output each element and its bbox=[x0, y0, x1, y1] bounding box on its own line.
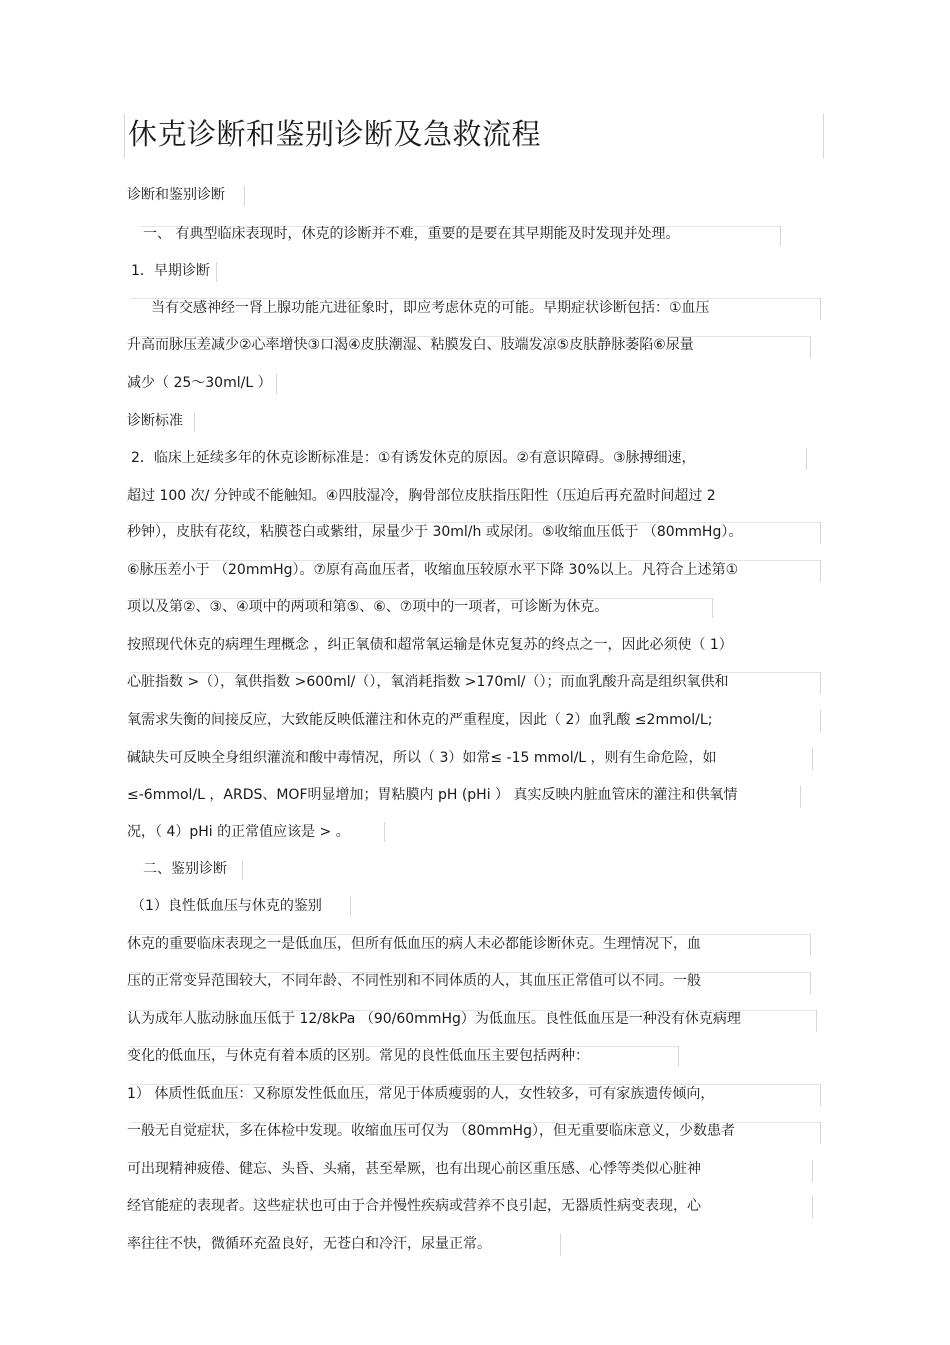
paragraph-line: ⑥脉压差小于 （20mmHg）。⑦原有高血压者，收缩血压较原水平下降 30%以上。凡符合上述第① bbox=[127, 562, 739, 578]
subheading: （1）良性低血压与休克的鉴别 bbox=[131, 898, 322, 914]
frame-mark bbox=[812, 1196, 813, 1218]
paragraph-line: 心脏指数 >（），氧供指数 >600ml/（），氧消耗指数 >170ml/（）；而血乳酸升高是组织氧供和 bbox=[127, 674, 729, 690]
paragraph-line: 升高而脉压差减少②心率增快③口渴④皮肤潮湿、粘膜发白、肢端发凉⑤皮肤静脉萎陷⑥尿量 bbox=[127, 337, 694, 353]
frame-mark bbox=[820, 710, 821, 732]
frame-mark bbox=[384, 822, 385, 842]
paragraph-line: 认为成年人肱动脉血压低于 12/8kPa （90/60mmHg）为低血压。良性低血压是一种没有休克病理 bbox=[127, 1011, 741, 1027]
subheading: 1．早期诊断 bbox=[131, 263, 210, 279]
paragraph-line: 可出现精神疲倦、健忘、头昏、头痛，甚至晕厥，也有出现心前区重压感、心悸等类似心脏神 bbox=[127, 1161, 701, 1177]
paragraph-line: 项以及第②、③、④项中的两项和第⑤、⑥、⑦项中的一项者，可诊断为休克。 bbox=[127, 599, 609, 615]
paragraph-line: 碱缺失可反映全身组织灌流和酸中毒情况，所以（ 3）如常≤ -15 mmol/L ，则有生命危险，如 bbox=[127, 750, 717, 766]
frame-mark bbox=[800, 786, 801, 808]
frame-mark bbox=[216, 262, 217, 282]
paragraph-line: 氧需求失衡的间接反应，大致能反映低灌注和休克的严重程度，因此（ 2）血乳酸 ≤2mmol/L; bbox=[127, 712, 713, 728]
frame-mark bbox=[712, 598, 713, 618]
frame-mark bbox=[820, 560, 821, 582]
title-frame-right bbox=[823, 114, 824, 158]
frame-mark bbox=[812, 1160, 813, 1182]
frame-mark bbox=[242, 860, 243, 880]
paragraph-line: 一般无自觉症状，多在体检中发现。收缩血压可仅为 （80mmHg），但无重要临床意义，少数患者 bbox=[127, 1123, 735, 1139]
paragraph-line: ≤-6mmol/L ，ARDS、MOF明显增加；胃粘膜内 pH (pHi ） 真实反映内脏血管床的灌注和供氧情 bbox=[127, 787, 738, 803]
paragraph-line: 秒钟），皮肤有花纹，粘膜苍白或紫绀，尿量少于 30ml/h 或尿闭。⑤收缩血压低于 （80mmHg）。 bbox=[127, 524, 743, 540]
document-title: 休克诊断和鉴别诊断及急救流程 bbox=[128, 117, 542, 151]
frame-mark bbox=[560, 1234, 561, 1256]
paragraph-line: 休克的重要临床表现之一是低血压，但所有低血压的病人未必都能诊断休克。生理情况下，血 bbox=[127, 936, 701, 952]
frame-mark bbox=[820, 1122, 821, 1144]
paragraph-line: 压的正常变异范围较大，不同年龄、不同性别和不同体质的人，其血压正常值可以不同。一般 bbox=[127, 973, 701, 989]
frame-mark bbox=[678, 1046, 679, 1066]
frame-mark bbox=[820, 672, 821, 694]
paragraph-line: 当有交感神经一肾上腺功能亢进征象时，即应考虑休克的可能。早期症状诊断包括：①血压 bbox=[151, 300, 710, 316]
frame-mark bbox=[820, 1084, 821, 1106]
paragraph-line: 一、 有典型临床表现时，休克的诊断并不难，重要的是要在其早期能及时发现并处理。 bbox=[143, 226, 680, 242]
frame-mark bbox=[350, 896, 351, 916]
frame-mark bbox=[810, 336, 811, 358]
frame-mark bbox=[806, 448, 807, 470]
frame-mark bbox=[820, 522, 821, 544]
frame-mark bbox=[812, 748, 813, 770]
frame-mark bbox=[816, 1010, 817, 1032]
frame-mark bbox=[810, 972, 811, 994]
paragraph-line: 按照现代休克的病理生理概念 ，纠正氧债和超常氧运输是休克复苏的终点之一，因此必须使（ 1） bbox=[127, 637, 733, 653]
section-heading: 二、鉴别诊断 bbox=[143, 861, 227, 877]
paragraph-line: 2．临床上延续多年的休克诊断标准是：①有诱发休克的原因。②有意识障碍。③脉搏细速， bbox=[131, 450, 696, 466]
frame-mark bbox=[820, 298, 821, 320]
title-frame-left bbox=[124, 114, 125, 158]
paragraph-line: 况，（ 4）pHi 的正常值应该是 > 。 bbox=[127, 824, 350, 840]
paragraph-line: 超过 100 次/ 分钟或不能触知。④四肢湿冷，胸骨部位皮肤指压阳性（压迫后再充盈时间超过 2 bbox=[127, 488, 716, 504]
paragraph-line: 经官能症的表现者。这些症状也可由于合并慢性疾病或营养不良引起，无器质性病变表现，心 bbox=[127, 1198, 701, 1214]
frame-mark bbox=[244, 186, 245, 206]
frame-mark bbox=[780, 226, 781, 246]
subheading: 诊断标准 bbox=[127, 413, 183, 429]
paragraph-line: 变化的低血压，与休克有着本质的区别。常见的良性低血压主要包括两种： bbox=[127, 1048, 589, 1064]
frame-mark bbox=[276, 374, 277, 394]
paragraph-line: 1） 体质性低血压：又称原发性低血压，常见于体质瘦弱的人，女性较多，可有家族遗传倾向， bbox=[127, 1086, 715, 1102]
paragraph-line: 减少（ 25～30ml/L ） bbox=[127, 375, 272, 391]
frame-mark bbox=[810, 934, 811, 956]
frame-mark bbox=[194, 412, 195, 432]
section-heading: 诊断和鉴别诊断 bbox=[127, 187, 225, 203]
paragraph-line: 率往往不快，微循环充盈良好，无苍白和冷汗，尿量正常。 bbox=[127, 1236, 491, 1252]
